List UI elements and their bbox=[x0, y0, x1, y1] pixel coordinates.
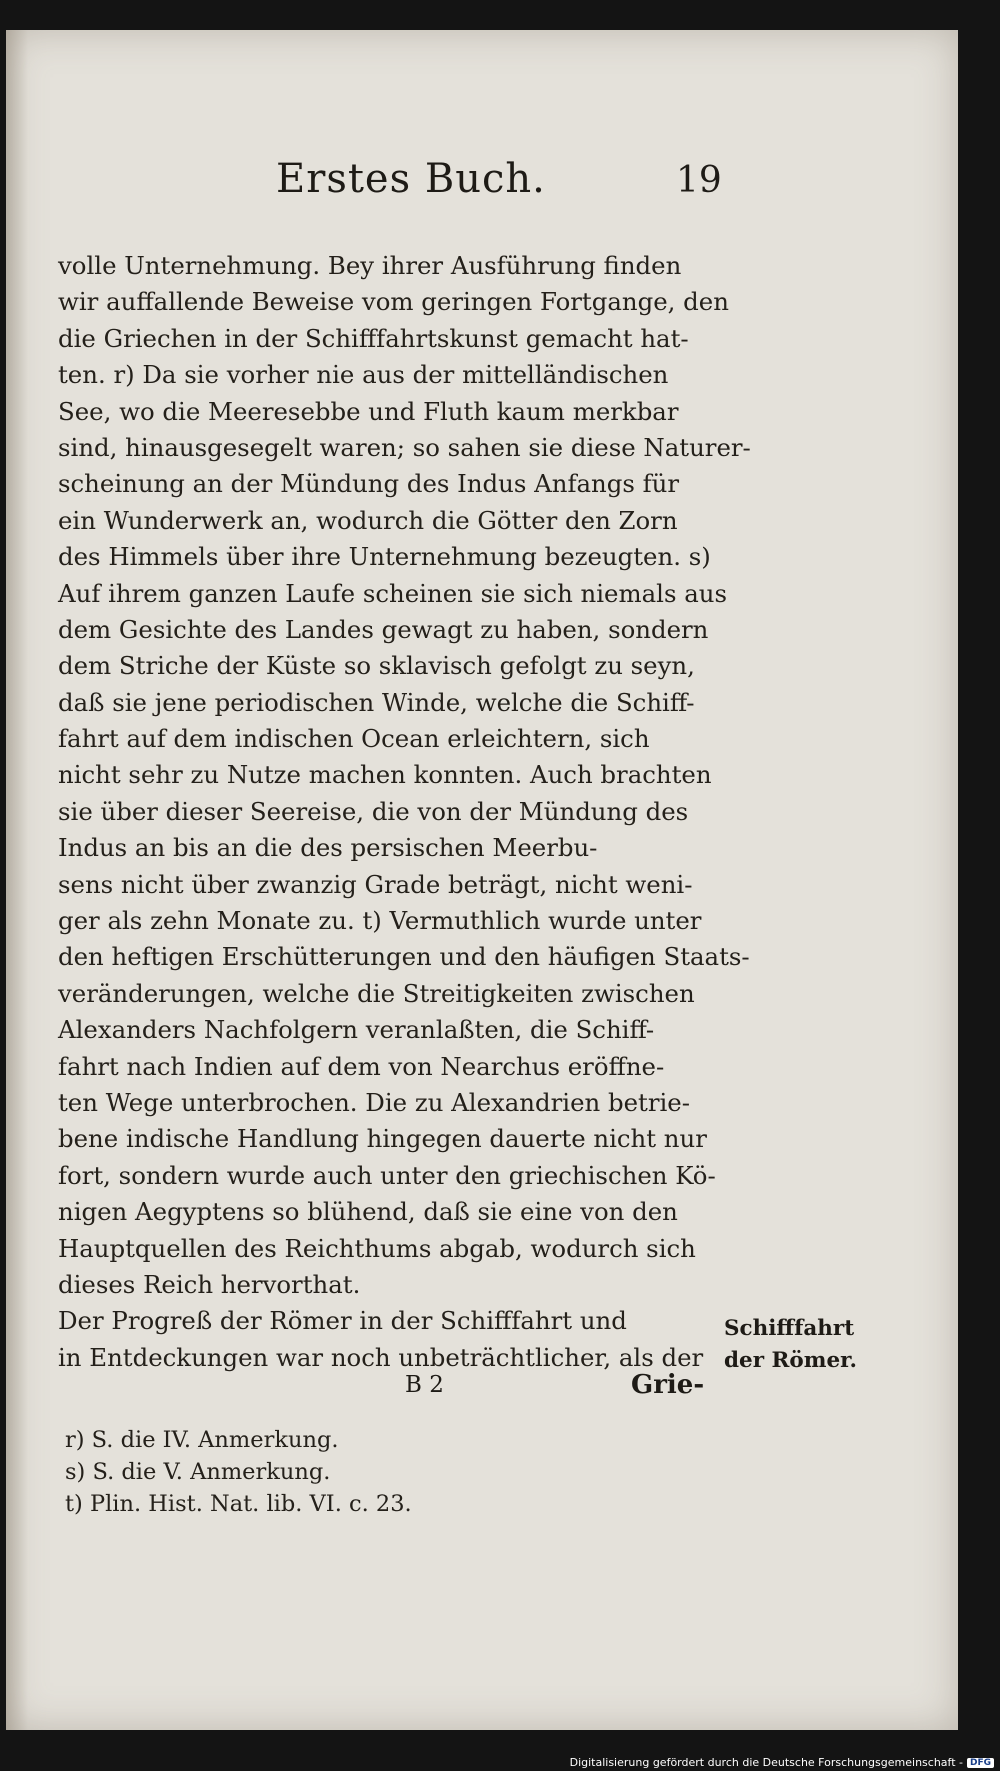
catchword: Grie- bbox=[631, 1370, 705, 1400]
marginal-note bbox=[724, 1313, 857, 1377]
text-line: daß sie jene periodischen Winde, welche die Schiff- bbox=[58, 687, 695, 717]
page-number: 19 bbox=[676, 160, 722, 201]
marginal-note-line: der Römer. bbox=[724, 1348, 857, 1373]
text-line: nicht sehr zu Nutze machen konnten. Auch brachten bbox=[58, 760, 712, 790]
marginal-note-line: Schifffahrt bbox=[724, 1316, 855, 1341]
text-line: sens nicht über zwanzig Grade beträgt, nicht weni- bbox=[58, 869, 693, 899]
text-line: dem Gesichte des Landes gewagt zu haben, sondern bbox=[58, 614, 709, 644]
text-line: sie über dieser Seereise, die von der Mündung des bbox=[58, 796, 689, 826]
text-line: scheinung an der Mündung des Indus Anfangs für bbox=[58, 469, 679, 499]
text-line: nigen Aegyptens so blühend, daß sie eine von den bbox=[58, 1197, 678, 1227]
text-line: wir auffallende Beweise vom geringen Fortgange, den bbox=[58, 287, 729, 317]
text-line: ten Wege unterbrochen. Die zu Alexandrien betrie- bbox=[58, 1087, 690, 1117]
text-line: veränderungen, welche die Streitigkeiten zwischen bbox=[58, 978, 695, 1008]
body-text bbox=[58, 248, 751, 1376]
text-line: dieses Reich hervorthat. bbox=[58, 1269, 361, 1299]
text-line: fahrt auf dem indischen Ocean erleichtern, sich bbox=[58, 724, 650, 754]
text-line: Indus an bis an die des persischen Meerbu- bbox=[58, 833, 598, 863]
text-line: bene indische Handlung hingegen dauerte nicht nur bbox=[58, 1124, 707, 1154]
text-line: Hauptquellen des Reichthums abgab, wodurch sich bbox=[58, 1233, 696, 1263]
digitization-credit bbox=[570, 1756, 994, 1769]
book-page bbox=[6, 30, 958, 1730]
footnote: s) S. die V. Anmerkung. bbox=[65, 1459, 331, 1485]
text-line: Alexanders Nachfolgern veranlaßten, die Schiff- bbox=[58, 1015, 655, 1045]
text-line: ten. r) Da sie vorher nie aus der mittelländischen bbox=[58, 360, 669, 390]
footnote: r) S. die IV. Anmerkung. bbox=[65, 1427, 339, 1453]
text-line: volle Unternehmung. Bey ihrer Ausführung finden bbox=[58, 251, 682, 280]
text-line: Auf ihrem ganzen Laufe scheinen sie sich niemals aus bbox=[58, 578, 727, 608]
text-line: des Himmels über ihre Unternehmung bezeugten. s) bbox=[58, 542, 711, 572]
text-line: See, wo die Meeresebbe und Fluth kaum merkbar bbox=[58, 396, 679, 426]
text-line: Der Progreß der Römer in der Schifffahrt und bbox=[58, 1306, 627, 1336]
text-line: fahrt nach Indien auf dem von Nearchus eröffne- bbox=[58, 1051, 665, 1081]
text-line: ein Wunderwerk an, wodurch die Götter den Zorn bbox=[58, 505, 678, 535]
text-line: dem Striche der Küste so sklavisch gefolgt zu seyn, bbox=[58, 651, 695, 681]
footnote: t) Plin. Hist. Nat. lib. VI. c. 23. bbox=[65, 1491, 412, 1517]
text-line: ger als zehn Monate zu. t) Vermuthlich wurde unter bbox=[58, 906, 702, 936]
footnotes bbox=[65, 1424, 412, 1520]
dfg-logo-icon: DFG bbox=[967, 1758, 994, 1768]
signature-mark: B 2 bbox=[405, 1372, 444, 1398]
text-line: die Griechen in der Schifffahrtskunst gemacht hat- bbox=[58, 323, 689, 353]
text-line: in Entdeckungen war noch unbeträchtlicher, als der bbox=[58, 1342, 704, 1372]
page-header bbox=[6, 150, 958, 220]
text-line: den heftigen Erschütterungen und den häufigen Staats- bbox=[58, 942, 750, 972]
running-title: Erstes Buch. bbox=[276, 156, 546, 202]
credit-text: Digitalisierung gefördert durch die Deutsche Forschungsgemeinschaft - bbox=[569, 1756, 963, 1769]
text-line: fort, sondern wurde auch unter den griechischen Kö- bbox=[58, 1160, 716, 1190]
text-line: sind, hinausgesegelt waren; so sahen sie diese Naturer- bbox=[58, 432, 751, 462]
